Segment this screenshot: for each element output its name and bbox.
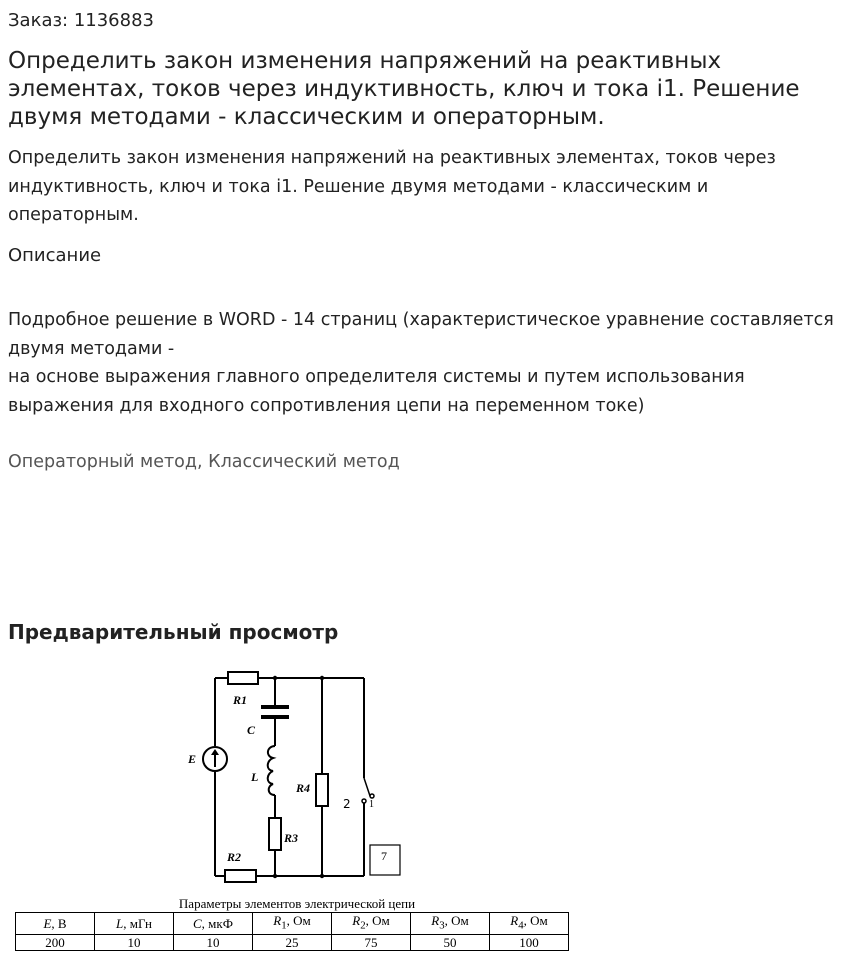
label-e: E	[188, 752, 197, 766]
capacitor-c	[261, 707, 289, 717]
tag-separator: ,	[197, 452, 209, 472]
tag-operator-method[interactable]: Операторный метод	[8, 452, 197, 472]
resistor-r2	[225, 870, 256, 882]
voltage-source-e	[203, 747, 227, 771]
table-row	[16, 934, 569, 950]
order-number: Заказ: 1136883	[8, 10, 154, 31]
resistor-r1	[228, 672, 258, 684]
label-r3: R3	[284, 831, 299, 845]
table-header-row	[16, 913, 569, 935]
page-title: Определить закон изменения напряжений на реактивных элементах, токов через индуктивность, ключ и тока i1. Решение двумя методами - классическим и операторным.	[8, 48, 800, 130]
label-r4: R4	[296, 781, 311, 795]
description-line: на основе выражения главного определителя системы и путем использования выражения для входного сопротивления цепи на переменном токе)	[8, 367, 745, 416]
label-r1: R1	[233, 693, 248, 707]
inductor-l	[268, 746, 275, 795]
label-variant: 7	[381, 849, 387, 863]
value-cell: 100	[490, 934, 569, 950]
description-text	[8, 306, 838, 420]
resistor-r4	[316, 774, 328, 806]
value-cell: 200	[16, 934, 95, 950]
value-cell: 75	[332, 934, 411, 950]
label-l: L	[251, 770, 259, 784]
header-cell: C, мкФ	[174, 913, 253, 935]
header-cell: $R_4$, Ом	[490, 913, 569, 935]
lead-text: Определить закон изменения напряжений на реактивных элементах, токов через индуктивность, ключ и тока i1. Решение двумя методами - классическим и операторным.	[8, 148, 776, 225]
preview-heading: Предварительный просмотр	[8, 620, 339, 644]
value-cell: 10	[174, 934, 253, 950]
label-switch-1: 1	[369, 799, 374, 810]
header-cell: $R_1$, Ом	[253, 913, 332, 935]
description-line: Подробное решение в WORD - 14 страниц (характеристическое уравнение составляется двумя методами -	[8, 310, 834, 359]
circuit-wires	[215, 678, 364, 876]
description-heading: Описание	[8, 245, 102, 266]
header-cell: L, мГн	[95, 913, 174, 935]
value-cell: 10	[95, 934, 174, 950]
label-switch-2: 2	[343, 797, 351, 811]
value-cell: 50	[411, 934, 490, 950]
label-r2: R2	[227, 850, 242, 864]
tag-list	[8, 449, 400, 475]
parameters-table	[15, 912, 569, 951]
tag-classical-method[interactable]: Классический метод	[208, 452, 400, 472]
value-cell: 25	[253, 934, 332, 950]
resistor-r3	[269, 818, 281, 850]
table-caption: Параметры элементов электрической цепи	[178, 896, 416, 911]
label-c: C	[247, 723, 256, 737]
header-cell: $R_3$, Ом	[411, 913, 490, 935]
header-cell: E, В	[16, 913, 95, 935]
header-cell: $R_2$, Ом	[332, 913, 411, 935]
circuit-diagram	[0, 655, 600, 895]
